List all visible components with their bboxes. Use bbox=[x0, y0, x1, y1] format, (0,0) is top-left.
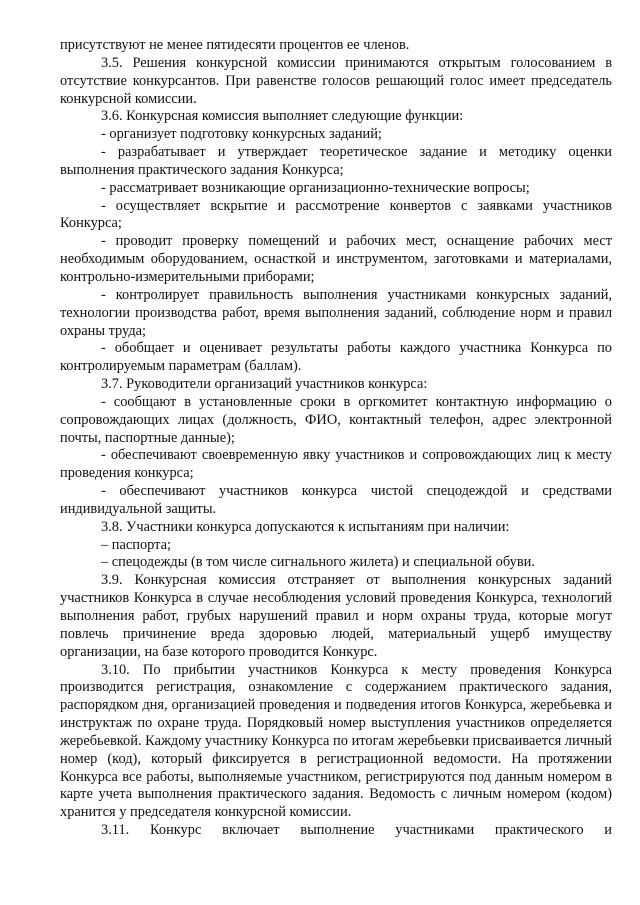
list-item: - организует подготовку конкурсных заданий; bbox=[101, 126, 382, 143]
list-item: - разрабатывает и утверждает теоретическое задание и методику оценки выполнения практического задания Конкурса; bbox=[60, 144, 612, 178]
list-item: - контролирует правильность выполнения участниками конкурсных заданий, технологии производства работ, время выполнения заданий, соблюдение норм и правил охраны труда; bbox=[60, 286, 612, 339]
list-item: – спецодежды (в том числе сигнального жилета) и специальной обуви. bbox=[101, 554, 535, 571]
paragraph-3-11: 3.11. Конкурс включает выполнение участниками практического и bbox=[101, 822, 612, 839]
paragraph-3-6: 3.6. Конкурсная комиссия выполняет следующие функции: bbox=[101, 108, 464, 125]
list-item: - обобщает и оценивает результаты работы каждого участника Конкурса по контролируемым параметрам (баллам). bbox=[60, 340, 612, 375]
list-item: – паспорта; bbox=[101, 536, 172, 553]
document-page bbox=[60, 37, 612, 840]
list-item: - осуществляет вскрытие и рассмотрение конвертов с заявками участников Конкурса; bbox=[60, 197, 612, 232]
paragraph-3-9: 3.9. Конкурсная комиссия отстраняет от выполнения конкурсных заданий участников Конкурса в случае несоблюдения условий проведения Конкурса, технологий выполнения работ, грубых нарушений правил и норм охраны труда, которые могут повлечь причинение вреда здоровью людей, материальный ущерб имуществу организации, на базе которого проводится Конкурс. bbox=[60, 572, 612, 660]
paragraph-3-5: 3.5. Решения конкурсной комиссии принимаются открытым голосованием в отсутствие конкурсантов. При равенстве голосов решающий голос имеет председатель конкурсной комиссии. bbox=[60, 54, 612, 107]
list-item: - рассматривает возникающие организационно-технические вопросы; bbox=[101, 179, 530, 196]
list-item: - обеспечивают своевременную явку участников и сопровождающих лиц к месту проведения конкурса; bbox=[60, 447, 612, 482]
list-item: - сообщают в установленные сроки в оргкомитет контактную информацию о сопровождающих лицах (должность, ФИО, контактный телефон, адрес электронной почты, паспортные данные); bbox=[60, 393, 612, 446]
paragraph-3-8: 3.8. Участники конкурса допускаются к испытаниям при наличии: bbox=[101, 518, 510, 535]
paragraph-continuation: присутствуют не менее пятидесяти процентов ее членов. bbox=[60, 37, 410, 53]
paragraph-3-10: 3.10. По прибытии участников Конкурса к месту проведения Конкурса производится регистрация, ознакомление с содержанием практического задания, распорядком дня, организацией проведения и подведения итогов Конкурса, жеребьевка и инструктаж по охране труда. Порядковый номер выступления участников определяется жеребьевкой. Каждому участнику Конкурса по итогам жеребьевки присваивается личный номер (код), который фиксируется в регистрационной ведомости. На протяжении Конкурса все работы, выполняемые участником, регистрируются под данным номером в карте учета выполнения практического задания. Ведомость с личным номером (кодом) хранится у председателя конкурсной комиссии. bbox=[60, 661, 612, 821]
list-item: - обеспечивают участников конкурса чистой спецодеждой и средствами индивидуальной защиты. bbox=[60, 483, 612, 517]
list-item: - проводит проверку помещений и рабочих мест, оснащение рабочих мест необходимым оборудованием, оснасткой и инструментом, заготовками и материалами, контрольно-измерительными приборами; bbox=[60, 233, 612, 285]
paragraph-3-7: 3.7. Руководители организаций участников конкурса: bbox=[101, 376, 428, 393]
